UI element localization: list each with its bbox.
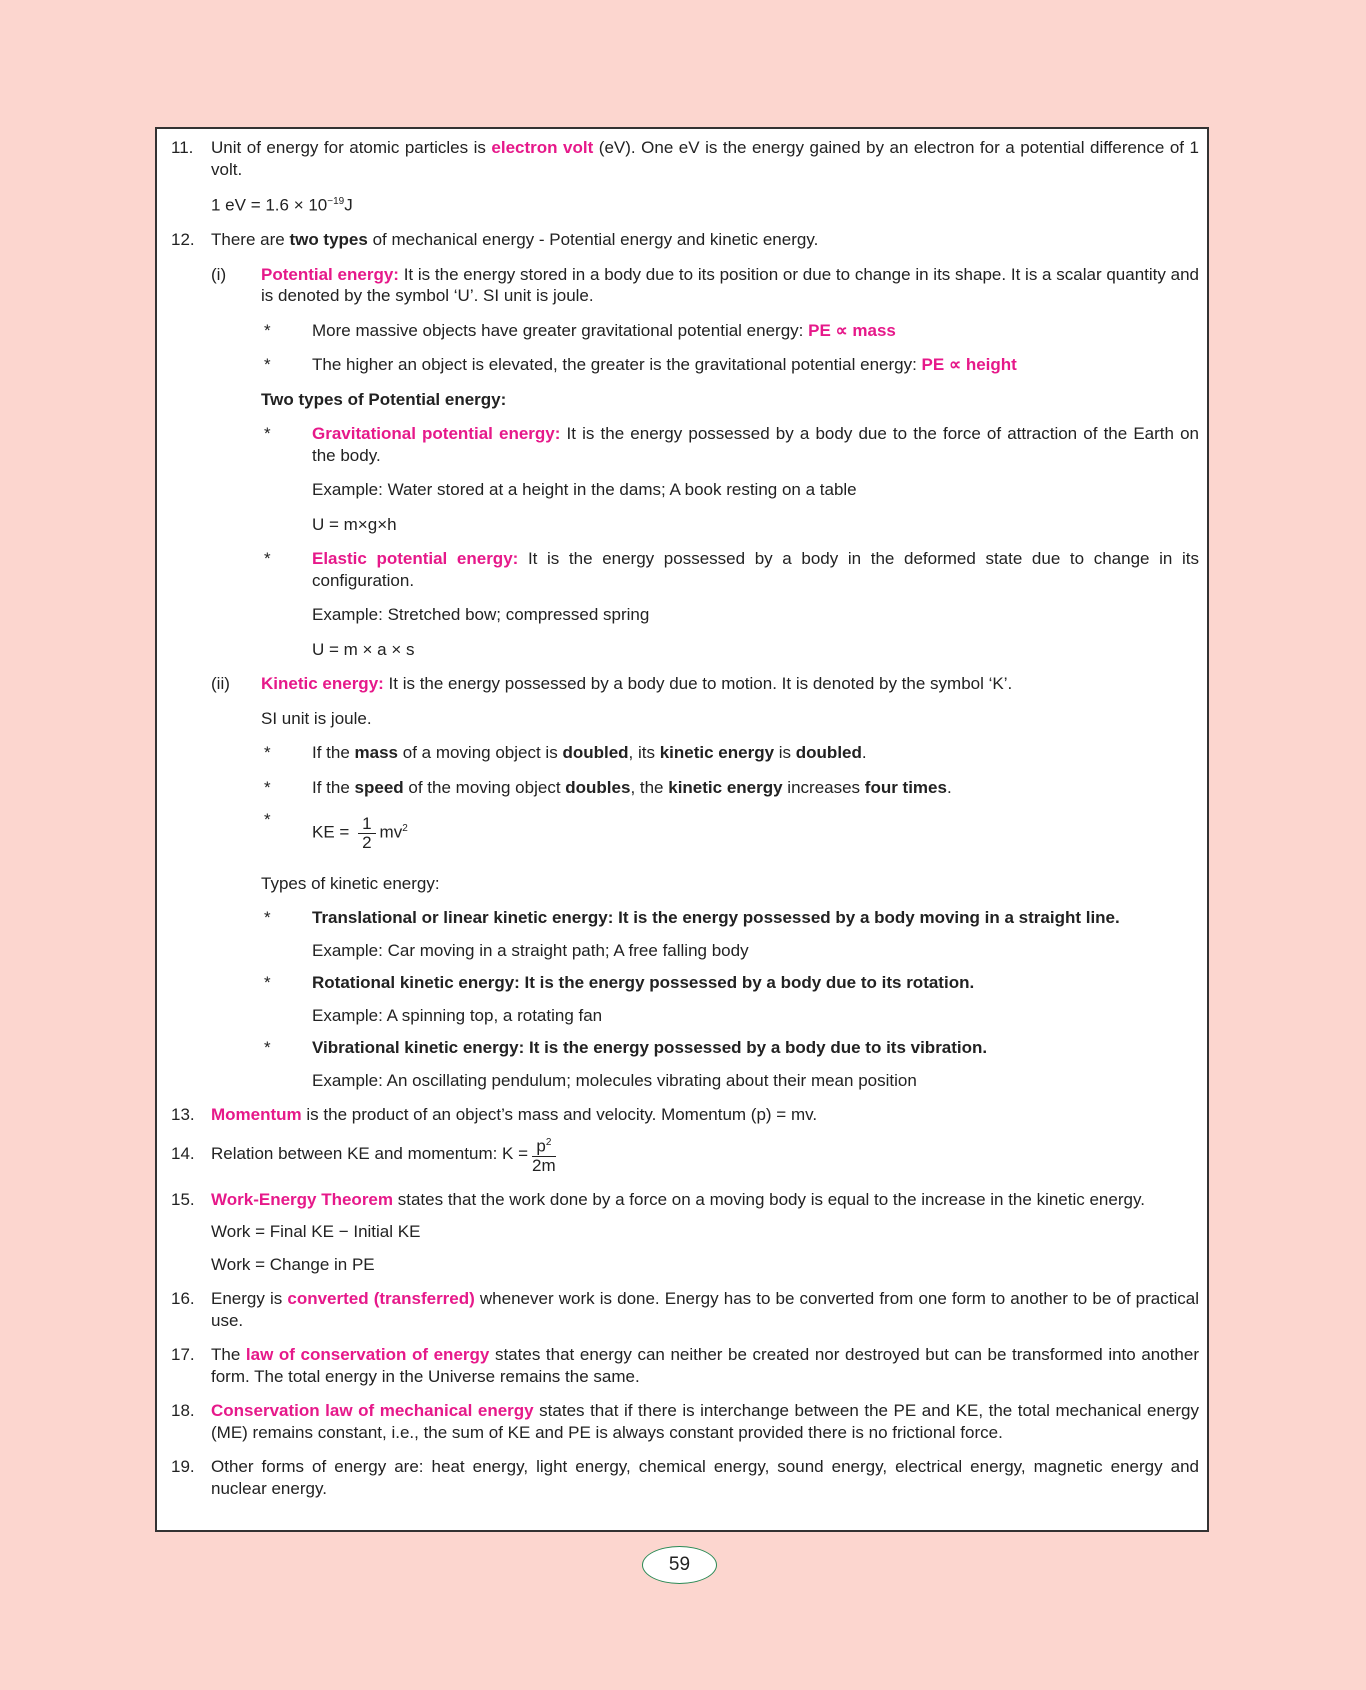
work-final-initial: Work = Final KE − Initial KE — [211, 1222, 421, 1242]
item-16: 16. Energy is converted (transferred) whenever work is done. Energy has to be converted from one form to another to be of practical use. — [171, 1289, 1199, 1330]
item-17: 17. The law of conservation of energy states that energy can neither be created nor destroyed but can be transformed into another form. The total energy in the Universe remains the same. — [171, 1345, 1199, 1386]
pe-bullet-height: * The higher an object is elevated, the greater is the gravitational potential energy: PE ∝ height — [264, 355, 1017, 375]
ev-equation: 1 eV = $1.6 \times 10^{-19}J$ — [211, 195, 353, 215]
ke-bullet-mass: * If the mass of a moving object is doubled, its kinetic energy is doubled. — [264, 743, 867, 763]
item-15: 15. Work-Energy Theorem states that the work done by a force on a moving body is equal to the increase in the kinetic energy. — [171, 1189, 1145, 1209]
elastic-pe: * Elastic potential energy: It is the energy possessed by a body in the deformed state due to change in its configuration. — [264, 549, 1199, 590]
vibrational-ke: * Vibrational kinetic energy: It is the energy possessed by a body due to its vibration. — [264, 1038, 988, 1058]
pe-bullet-mass: * More massive objects have greater gravitational potential energy: PE ∝ mass — [264, 320, 896, 340]
translational-ke: * Translational or linear kinetic energy: It is the energy possessed by a body moving in a straight line. — [264, 908, 1120, 928]
page-number: 59 — [642, 1546, 717, 1584]
rotational-ke: * Rotational kinetic energy: It is the energy possessed by a body due to its rotation. — [264, 973, 975, 993]
ke-si-unit: SI unit is joule. — [261, 708, 372, 728]
item-12: 12. There are two types of mechanical energy - Potential energy and kinetic energy. — [171, 230, 819, 250]
item-19: 19. Other forms of energy are: heat energy, light energy, chemical energy, sound energy, electrical energy, magnetic energy and nuclear energy. — [171, 1457, 1199, 1498]
pe-types-heading: Two types of Potential energy: — [261, 389, 507, 409]
work-change-pe: Work = Change in PE — [211, 1254, 375, 1274]
ke-types-heading: Types of kinetic energy: — [261, 873, 440, 893]
gravitational-equation: U = m×g×h — [312, 514, 397, 534]
elastic-example: Example: Stretched bow; compressed spring — [312, 605, 650, 625]
gravitational-example: Example: Water stored at a height in the dams; A book resting on a table — [312, 480, 857, 500]
elastic-equation: U = m × a × s — [312, 639, 415, 659]
item-14: 14. Relation between KE and momentum: K = $\frac{p^2}{2m}$ — [171, 1132, 1199, 1176]
ke-bullet-speed: * If the speed of the moving object doubles, the kinetic energy increases four times. — [264, 777, 952, 797]
ke-formula: * KE = $\frac{1}{2}$ $mv^2$ — [264, 810, 408, 852]
translational-example: Example: Car moving in a straight path; A free falling body — [312, 940, 749, 960]
item-11: 11. Unit of energy for atomic particles is electron volt (eV). One eV is the energy gained by an electron for a potential difference of 1 volt. — [171, 138, 1199, 179]
item-18: 18. Conservation law of mechanical energy states that if there is interchange between the PE and KE, the total mechanical energy (ME) remains constant, i.e., the sum of KE and PE is always constant provided there is no frictional force. — [171, 1401, 1199, 1442]
rotational-example: Example: A spinning top, a rotating fan — [312, 1005, 603, 1025]
potential-energy: (i) Potential energy: It is the energy stored in a body due to its position or due to change in its shape. It is a scalar quantity and is denoted by the symbol ‘U’. SI unit is joule. — [211, 264, 1200, 306]
gravitational-pe: * Gravitational potential energy: It is the energy possessed by a body due to the force of attraction of the Earth on the body. — [264, 424, 1199, 465]
item-13: 13. Momentum is the product of an object’s mass and velocity. Momentum (p) = mv. — [171, 1105, 818, 1125]
content-box — [155, 127, 1209, 1532]
kinetic-energy: (ii) Kinetic energy: It is the energy possessed by a body due to motion. It is denoted by the symbol ‘K’. — [211, 674, 1013, 694]
vibrational-example: Example: An oscillating pendulum; molecules vibrating about their mean position — [312, 1070, 917, 1090]
